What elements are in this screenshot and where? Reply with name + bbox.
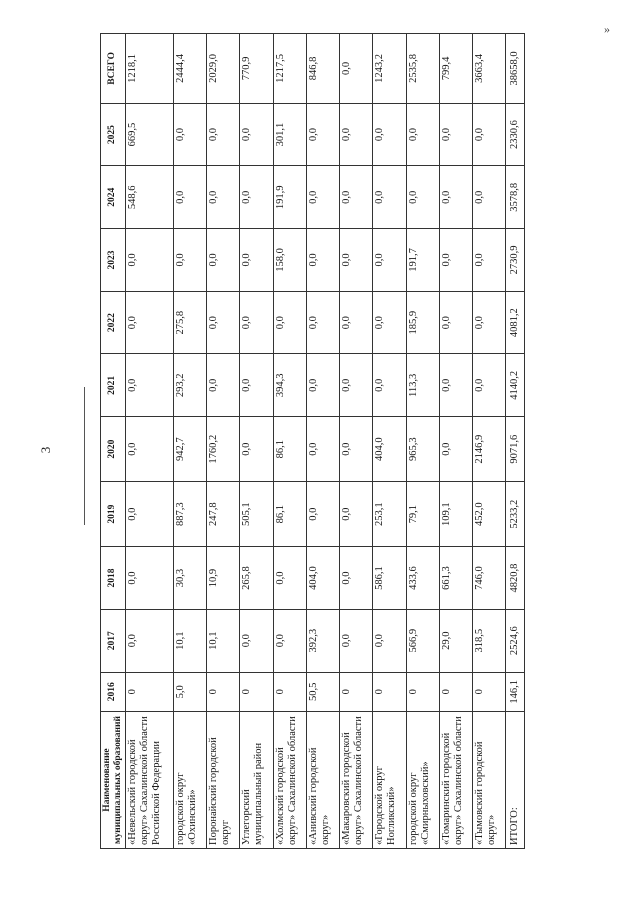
table-cell: 1218,1 <box>125 34 173 104</box>
column-header: ВСЕГО <box>101 34 126 104</box>
table-cell: 1243,2 <box>373 34 406 104</box>
table-cell: 5,0 <box>173 672 206 711</box>
table-cell: 86,1 <box>273 417 306 482</box>
table-row <box>439 34 472 849</box>
table-cell: 0,0 <box>306 417 339 482</box>
table-cell: 0 <box>406 672 439 711</box>
table-cell: 0,0 <box>207 229 240 292</box>
table-cell: 0,0 <box>373 103 406 166</box>
table-cell: 191,7 <box>406 229 439 292</box>
table-cell: 392,3 <box>306 609 339 672</box>
table-cell: 0,0 <box>406 103 439 166</box>
table-cell: 0,0 <box>373 166 406 229</box>
column-header: 2024 <box>101 166 126 229</box>
table-cell: 50,5 <box>306 672 339 711</box>
total-cell: 2330,6 <box>506 103 525 166</box>
municipality-name: «Городской округ Ногликский» <box>373 712 406 849</box>
table-cell: 0,0 <box>306 354 339 417</box>
table-cell: 2444,4 <box>173 34 206 104</box>
table-row <box>125 34 173 849</box>
table-cell: 566,9 <box>406 609 439 672</box>
table-cell: 113,3 <box>406 354 439 417</box>
table-cell: 1760,2 <box>207 417 240 482</box>
table-cell: 0,0 <box>240 166 273 229</box>
table-cell: 0,0 <box>125 547 173 610</box>
table-row <box>240 34 273 849</box>
table-row <box>207 34 240 849</box>
table-cell: 2146,9 <box>473 417 506 482</box>
column-header: 2020 <box>101 417 126 482</box>
total-cell: 9071,6 <box>506 417 525 482</box>
table-cell: 0,0 <box>207 291 240 354</box>
total-cell: 38658,0 <box>506 34 525 104</box>
table-cell: 0,0 <box>340 417 373 482</box>
table-cell: 0,0 <box>306 482 339 547</box>
table-cell: 0,0 <box>125 291 173 354</box>
municipality-name: «Макаровский городской округ» Сахалинской области <box>340 712 373 849</box>
table-cell: 0 <box>340 672 373 711</box>
table-cell: 0 <box>240 672 273 711</box>
table-cell: 669,5 <box>125 103 173 166</box>
column-header: 2022 <box>101 291 126 354</box>
table-cell: 185,9 <box>406 291 439 354</box>
table-cell: 0,0 <box>240 103 273 166</box>
table-cell: 86,1 <box>273 482 306 547</box>
table-cell: 0,0 <box>207 166 240 229</box>
table-row <box>306 34 339 849</box>
table-cell: 887,3 <box>173 482 206 547</box>
table-cell: 10,1 <box>207 609 240 672</box>
table-cell: 0,0 <box>125 354 173 417</box>
column-header-name: Наименование муниципальных образований <box>101 712 126 849</box>
table-cell: 0,0 <box>340 354 373 417</box>
column-header: 2025 <box>101 103 126 166</box>
table-cell: 548,6 <box>125 166 173 229</box>
table-cell: 746,0 <box>473 547 506 610</box>
table-cell: 0 <box>373 672 406 711</box>
table-cell: 433,6 <box>406 547 439 610</box>
table-cell: 942,7 <box>173 417 206 482</box>
table-cell: 770,9 <box>240 34 273 104</box>
table-cell: 79,1 <box>406 482 439 547</box>
table-cell: 2029,0 <box>207 34 240 104</box>
table-cell: 0,0 <box>473 354 506 417</box>
table-cell: 0,0 <box>273 547 306 610</box>
table-cell: 965,3 <box>406 417 439 482</box>
table-cell: 0,0 <box>207 354 240 417</box>
table-cell: 0,0 <box>439 166 472 229</box>
table-cell: 0,0 <box>340 482 373 547</box>
table-cell: 0,0 <box>273 609 306 672</box>
table-cell: 293,2 <box>173 354 206 417</box>
table-cell: 29,0 <box>439 609 472 672</box>
table-cell: 0,0 <box>240 229 273 292</box>
municipality-name: Поронайский городской округ <box>207 712 240 849</box>
table-cell: 247,8 <box>207 482 240 547</box>
table-cell: 0,0 <box>473 229 506 292</box>
table-cell: 0,0 <box>340 103 373 166</box>
table-cell: 404,0 <box>306 547 339 610</box>
column-header: 2017 <box>101 609 126 672</box>
column-header: 2019 <box>101 482 126 547</box>
table-cell: 799,4 <box>439 34 472 104</box>
table-cell: 404,0 <box>373 417 406 482</box>
table-row <box>273 34 306 849</box>
table-row <box>373 34 406 849</box>
municipality-name: «Холмский городской округ» Сахалинской области <box>273 712 306 849</box>
table-cell: 0 <box>273 672 306 711</box>
table-row <box>406 34 439 849</box>
table-cell: 0,0 <box>373 291 406 354</box>
municipality-name: «Томаринский городской округ» Сахалинской области <box>439 712 472 849</box>
table-cell: 0,0 <box>173 103 206 166</box>
table-cell: 0,0 <box>273 291 306 354</box>
table-cell: 0 <box>439 672 472 711</box>
table-cell: 0,0 <box>125 229 173 292</box>
signature-line <box>84 387 85 525</box>
table-cell: 0,0 <box>173 166 206 229</box>
total-row <box>506 34 525 849</box>
table-cell: 505,1 <box>240 482 273 547</box>
table-cell: 109,1 <box>439 482 472 547</box>
table-cell: 0,0 <box>439 229 472 292</box>
table-cell: 318,5 <box>473 609 506 672</box>
table-cell: 0,0 <box>373 354 406 417</box>
table-container <box>100 33 525 849</box>
column-header: 2021 <box>101 354 126 417</box>
table-cell: 0,0 <box>473 166 506 229</box>
table-cell: 0,0 <box>439 354 472 417</box>
table-cell: 0,0 <box>240 291 273 354</box>
table-cell: 0 <box>473 672 506 711</box>
table-cell: 2535,8 <box>406 34 439 104</box>
table-cell: 0,0 <box>340 609 373 672</box>
table-cell: 0,0 <box>439 417 472 482</box>
table-cell: 265,8 <box>240 547 273 610</box>
table-cell: 0,0 <box>240 417 273 482</box>
table-cell: 846,8 <box>306 34 339 104</box>
table-cell: 0,0 <box>473 291 506 354</box>
table-cell: 0,0 <box>240 609 273 672</box>
total-cell: 3578,8 <box>506 166 525 229</box>
table-cell: 0,0 <box>340 229 373 292</box>
table-row <box>340 34 373 849</box>
table-cell: 0,0 <box>125 609 173 672</box>
table-cell: 0,0 <box>373 609 406 672</box>
table-cell: 0,0 <box>340 547 373 610</box>
table-cell: 0,0 <box>125 417 173 482</box>
table-cell: 394,3 <box>273 354 306 417</box>
table-row <box>473 34 506 849</box>
table-cell: 0,0 <box>406 166 439 229</box>
table-cell: 0,0 <box>340 166 373 229</box>
table-cell: 301,1 <box>273 103 306 166</box>
table-cell: 0,0 <box>125 482 173 547</box>
header-row <box>101 34 126 849</box>
table-cell: 10,1 <box>173 609 206 672</box>
table-cell: 586,1 <box>373 547 406 610</box>
table-cell: 452,0 <box>473 482 506 547</box>
table-cell: 0,0 <box>306 291 339 354</box>
table-body <box>125 34 524 849</box>
table-cell: 0,0 <box>340 291 373 354</box>
table-cell: 0,0 <box>173 229 206 292</box>
total-cell: 4081,2 <box>506 291 525 354</box>
total-label: ИТОГО: <box>506 712 525 849</box>
municipality-name: «Невельский городской округ» Сахалинской области Российской Федерации <box>125 712 173 849</box>
funding-table <box>100 33 525 849</box>
municipality-name: городской округ «Охинский» <box>173 712 206 849</box>
total-cell: 2730,9 <box>506 229 525 292</box>
total-cell: 2524,6 <box>506 609 525 672</box>
municipality-name: Углегорский муниципальный район <box>240 712 273 849</box>
column-header: 2018 <box>101 547 126 610</box>
table-cell: 3663,4 <box>473 34 506 104</box>
table-row <box>173 34 206 849</box>
table-cell: 0,0 <box>439 103 472 166</box>
corner-mark: » <box>604 22 610 36</box>
table-cell: 1217,5 <box>273 34 306 104</box>
table-cell: 30,3 <box>173 547 206 610</box>
table-cell: 158,0 <box>273 229 306 292</box>
table-cell: 0,0 <box>306 166 339 229</box>
municipality-name: «Тымовский городской округ» <box>473 712 506 849</box>
table-cell: 0,0 <box>473 103 506 166</box>
total-cell: 146,1 <box>506 672 525 711</box>
total-cell: 4820,8 <box>506 547 525 610</box>
table-cell: 253,1 <box>373 482 406 547</box>
table-cell: 0,0 <box>240 354 273 417</box>
table-cell: 0 <box>207 672 240 711</box>
table-cell: 661,3 <box>439 547 472 610</box>
table-cell: 191,9 <box>273 166 306 229</box>
page-number: 3 <box>38 446 53 454</box>
table-cell: 0,0 <box>306 103 339 166</box>
table-cell: 275,8 <box>173 291 206 354</box>
municipality-name: «Анивский городской округ» <box>306 712 339 849</box>
total-cell: 4140,2 <box>506 354 525 417</box>
table-cell: 0,0 <box>306 229 339 292</box>
table-cell: 0,0 <box>439 291 472 354</box>
table-cell: 0,0 <box>373 229 406 292</box>
municipality-name: городской округ «Смирныховский» <box>406 712 439 849</box>
table-cell: 0,0 <box>340 34 373 104</box>
table-cell: 0 <box>125 672 173 711</box>
column-header: 2016 <box>101 672 126 711</box>
table-cell: 0,0 <box>207 103 240 166</box>
table-cell: 10,9 <box>207 547 240 610</box>
total-cell: 5233,2 <box>506 482 525 547</box>
column-header: 2023 <box>101 229 126 292</box>
